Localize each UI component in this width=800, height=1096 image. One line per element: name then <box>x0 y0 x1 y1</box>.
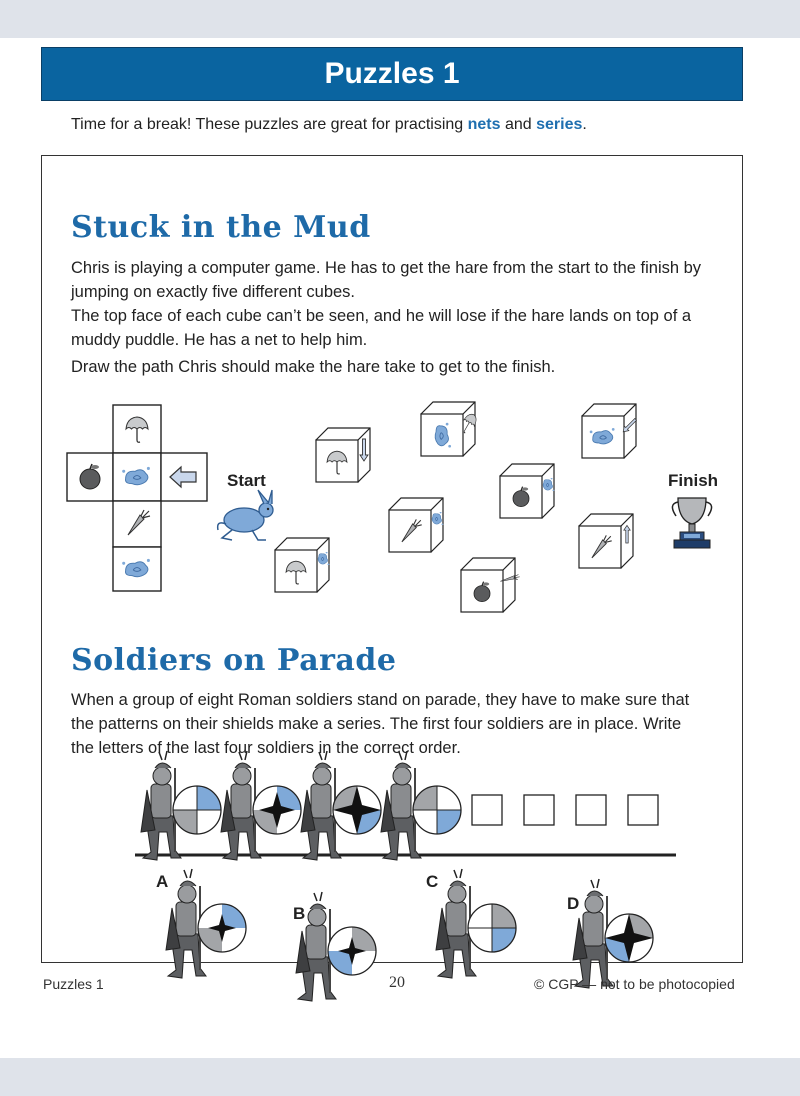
option-label-a: A <box>156 872 169 891</box>
soldier-2 <box>221 751 301 860</box>
cube-5 <box>389 498 443 552</box>
option-label-c: C <box>426 872 439 891</box>
footer-section-label: Puzzles 1 <box>43 976 104 992</box>
page-title: Puzzles 1 <box>41 47 743 101</box>
soldier-option-b[interactable] <box>296 892 376 1001</box>
cube-8 <box>461 558 521 612</box>
keyword-series: series <box>536 116 583 133</box>
section-heading-soldiers: Soldiers on Parade <box>71 643 397 678</box>
start-label: Start <box>227 471 266 490</box>
option-label-d: D <box>567 894 580 913</box>
soldier-3 <box>301 751 381 860</box>
soldier-1 <box>141 751 221 860</box>
answer-box-7[interactable] <box>576 795 606 825</box>
section-text-soldiers: When a group of eight Roman soldiers stand on parade, they have to make sure that the patterns on their shields make a series. The first four soldiers are in place. Write the letters of the last four soldiers in the correct order. <box>71 691 690 757</box>
cube-2 <box>421 402 479 456</box>
hare-icon <box>218 490 273 540</box>
cube-6 <box>579 514 633 568</box>
option-label-b: B <box>293 904 306 923</box>
soldier-option-d[interactable] <box>573 879 653 988</box>
intro-text: Time for a break! These puzzles are great for practising nets and series. <box>71 116 587 133</box>
cube-3 <box>582 404 638 458</box>
cube-net <box>67 405 207 591</box>
section-heading-stuck: Stuck in the Mud <box>71 210 371 245</box>
section-text-stuck: Chris is playing a computer game. He has to get the hare from the start to the finish by jumping on exactly five different cubes. The top face of each cube can’t be seen, and he will lose if the hare lands on top of a muddy puddle. He has a net to help him. Draw the path Chris should make the hare take to get to the finish. <box>71 259 702 376</box>
soldier-option-c[interactable] <box>436 869 516 978</box>
finish-label: Finish <box>668 471 719 490</box>
cube-4 <box>500 464 554 518</box>
answer-box-6[interactable] <box>524 795 554 825</box>
page-number: 20 <box>389 974 405 991</box>
soldier-option-a[interactable] <box>166 869 246 978</box>
footer-copyright: © CGP — not to be photocopied <box>534 976 735 992</box>
cube-1 <box>316 428 370 482</box>
soldier-4 <box>381 751 461 860</box>
answer-box-5[interactable] <box>472 795 502 825</box>
answer-box-8[interactable] <box>628 795 658 825</box>
trophy-icon <box>672 498 711 548</box>
cube-7 <box>275 538 329 592</box>
keyword-nets: nets <box>467 116 501 133</box>
